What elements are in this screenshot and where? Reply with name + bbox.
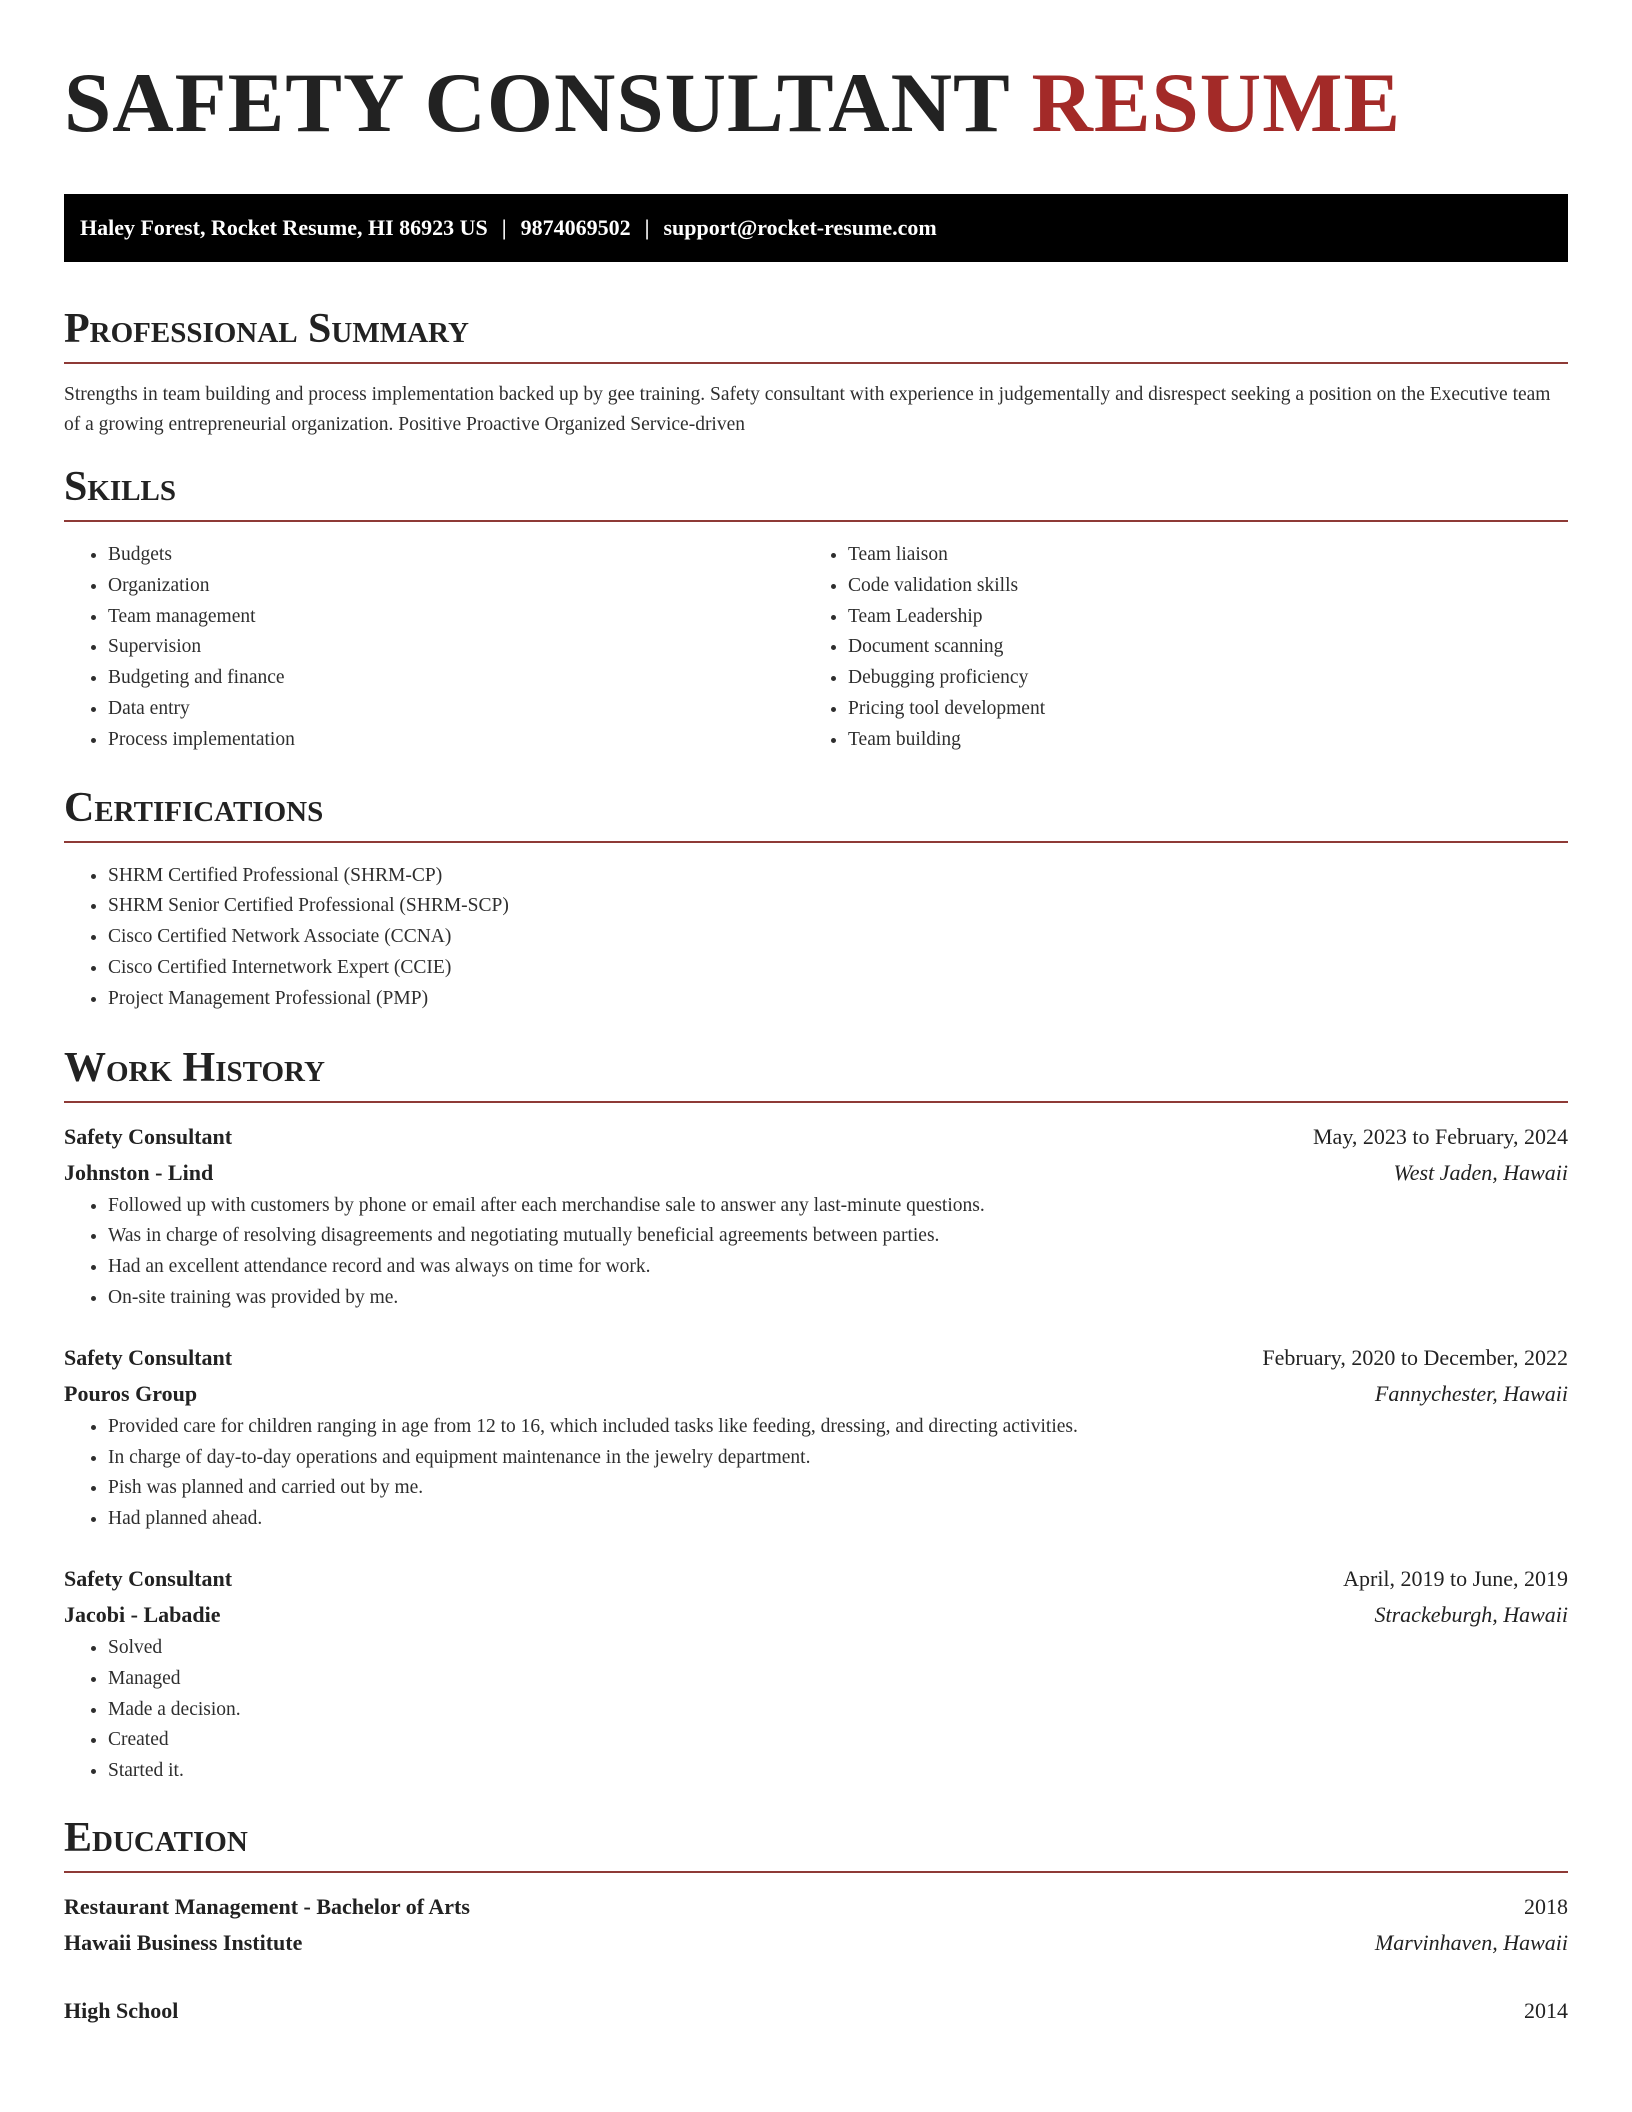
section-heading-education: Education [64, 1813, 1568, 1873]
job-title: Safety Consultant [64, 1123, 233, 1149]
job-duty: • Followed up with customers by phone or email after each merchandise sale to answer any last-minute questions. [108, 1191, 1568, 1222]
education-degree-row [64, 1889, 1568, 1925]
skill-item: • Team Leadership [848, 602, 1544, 633]
skill-item: • Team liaison [848, 540, 1544, 571]
job-entry [64, 1340, 1568, 1535]
job-entry [64, 1119, 1568, 1314]
job-duties-list [64, 1633, 1568, 1787]
education-entry [64, 1889, 1568, 1961]
contact-phone: 9874069502 [520, 215, 631, 240]
job-duty: • Managed [108, 1664, 1568, 1695]
certification-item: • Cisco Certified Internetwork Expert (CCIE) [108, 953, 1568, 984]
contact-separator: | [644, 215, 650, 240]
job-company: Jacobi - Labadie [64, 1601, 221, 1627]
education-degree: Restaurant Management - Bachelor of Arts [64, 1893, 470, 1919]
job-dates: May, 2023 to February, 2024 [1313, 1123, 1568, 1149]
skills-list-left [64, 540, 804, 756]
section-heading-skills: Skills [64, 462, 1568, 522]
job-company-row [64, 1155, 1568, 1191]
education-location: Marvinhaven, Hawaii [1374, 1929, 1568, 1955]
skill-item: • Data entry [108, 694, 804, 725]
certification-item: • Cisco Certified Network Associate (CCNA) [108, 922, 1568, 953]
job-company: Pouros Group [64, 1380, 198, 1406]
job-title: Safety Consultant [64, 1565, 233, 1591]
job-duty: • Had planned ahead. [108, 1504, 1568, 1535]
job-duty: • Made a decision. [108, 1695, 1568, 1726]
education-degree: High School [64, 1997, 179, 2023]
skill-item: • Process implementation [108, 725, 804, 756]
job-title-row [64, 1340, 1568, 1376]
contact-email: support@rocket-resume.com [663, 215, 937, 240]
skill-item: • Team building [848, 725, 1544, 756]
section-heading-certifications: Certifications [64, 783, 1568, 843]
education-school-row [64, 1925, 1568, 1961]
summary-section [64, 304, 1568, 440]
contact-address: Haley Forest, Rocket Resume, HI 86923 US [80, 215, 488, 240]
job-duty: • Had an excellent attendance record and was always on time for work. [108, 1252, 1568, 1283]
job-duties-list [64, 1191, 1568, 1314]
skills-column-left [64, 540, 804, 756]
education-school: Hawaii Business Institute [64, 1929, 303, 1955]
section-heading-work-history: Work History [64, 1043, 1568, 1103]
job-duty: • Pish was planned and carried out by me. [108, 1473, 1568, 1504]
job-company: Johnston - Lind [64, 1159, 214, 1185]
job-entry [64, 1561, 1568, 1787]
education-section [64, 1813, 1568, 2029]
title-accent: RESUME [1031, 56, 1402, 150]
summary-text: Strengths in team building and process implementation backed up by gee training. Safety consultant with experience in judgementally and disrespect seeking a position on the Executive team of a growing entrepreneurial organization. Positive Proactive Organized Service-driven [64, 384, 1551, 435]
job-title: Safety Consultant [64, 1344, 233, 1370]
job-location: West Jaden, Hawaii [1393, 1159, 1568, 1185]
skills-grid [64, 540, 1568, 756]
skills-section [64, 462, 1568, 756]
skills-column-right [804, 540, 1544, 756]
contact-bar [64, 194, 1568, 262]
skill-item: • Document scanning [848, 632, 1544, 663]
job-title-row [64, 1561, 1568, 1597]
certifications-list [64, 861, 1568, 1015]
skill-item: • Budgets [108, 540, 804, 571]
job-duty: • Provided care for children ranging in age from 12 to 16, which included tasks like feeding, dressing, and directing activities. [108, 1412, 1568, 1443]
job-dates: April, 2019 to June, 2019 [1343, 1565, 1568, 1591]
job-location: Fannychester, Hawaii [1374, 1380, 1568, 1406]
skill-item: • Supervision [108, 632, 804, 663]
education-year: 2014 [1524, 1997, 1568, 2023]
job-company-row [64, 1376, 1568, 1412]
skill-item: • Team management [108, 602, 804, 633]
job-duties-list [64, 1412, 1568, 1535]
certification-item: • Project Management Professional (PMP) [108, 984, 1568, 1015]
certification-item: • SHRM Senior Certified Professional (SHRM-SCP) [108, 891, 1568, 922]
job-duty: • Solved [108, 1633, 1568, 1664]
skill-item: • Organization [108, 571, 804, 602]
certifications-section [64, 783, 1568, 1015]
education-degree-row [64, 1993, 1568, 2029]
skill-item: • Debugging proficiency [848, 663, 1544, 694]
skills-list-right [804, 540, 1544, 756]
work-history-section [64, 1043, 1568, 1787]
job-duty: • Was in charge of resolving disagreements and negotiating mutually beneficial agreements between parties. [108, 1221, 1568, 1252]
job-duty: • On-site training was provided by me. [108, 1283, 1568, 1314]
section-heading-summary: Professional Summary [64, 304, 1568, 364]
contact-separator: | [501, 215, 507, 240]
education-year: 2018 [1524, 1893, 1568, 1919]
skill-item: • Pricing tool development [848, 694, 1544, 725]
job-dates: February, 2020 to December, 2022 [1262, 1344, 1568, 1370]
certification-item: • SHRM Certified Professional (SHRM-CP) [108, 861, 1568, 892]
job-title-row [64, 1119, 1568, 1155]
education-entry [64, 1993, 1568, 2029]
job-location: Strackeburgh, Hawaii [1374, 1601, 1568, 1627]
title-main: SAFETY CONSULTANT [64, 56, 1010, 150]
resume-title [64, 58, 1568, 148]
skill-item: • Code validation skills [848, 571, 1544, 602]
job-duty: • Created [108, 1725, 1568, 1756]
job-company-row [64, 1597, 1568, 1633]
job-duty: • Started it. [108, 1756, 1568, 1787]
skill-item: • Budgeting and finance [108, 663, 804, 694]
job-duty: • In charge of day-to-day operations and equipment maintenance in the jewelry department. [108, 1443, 1568, 1474]
